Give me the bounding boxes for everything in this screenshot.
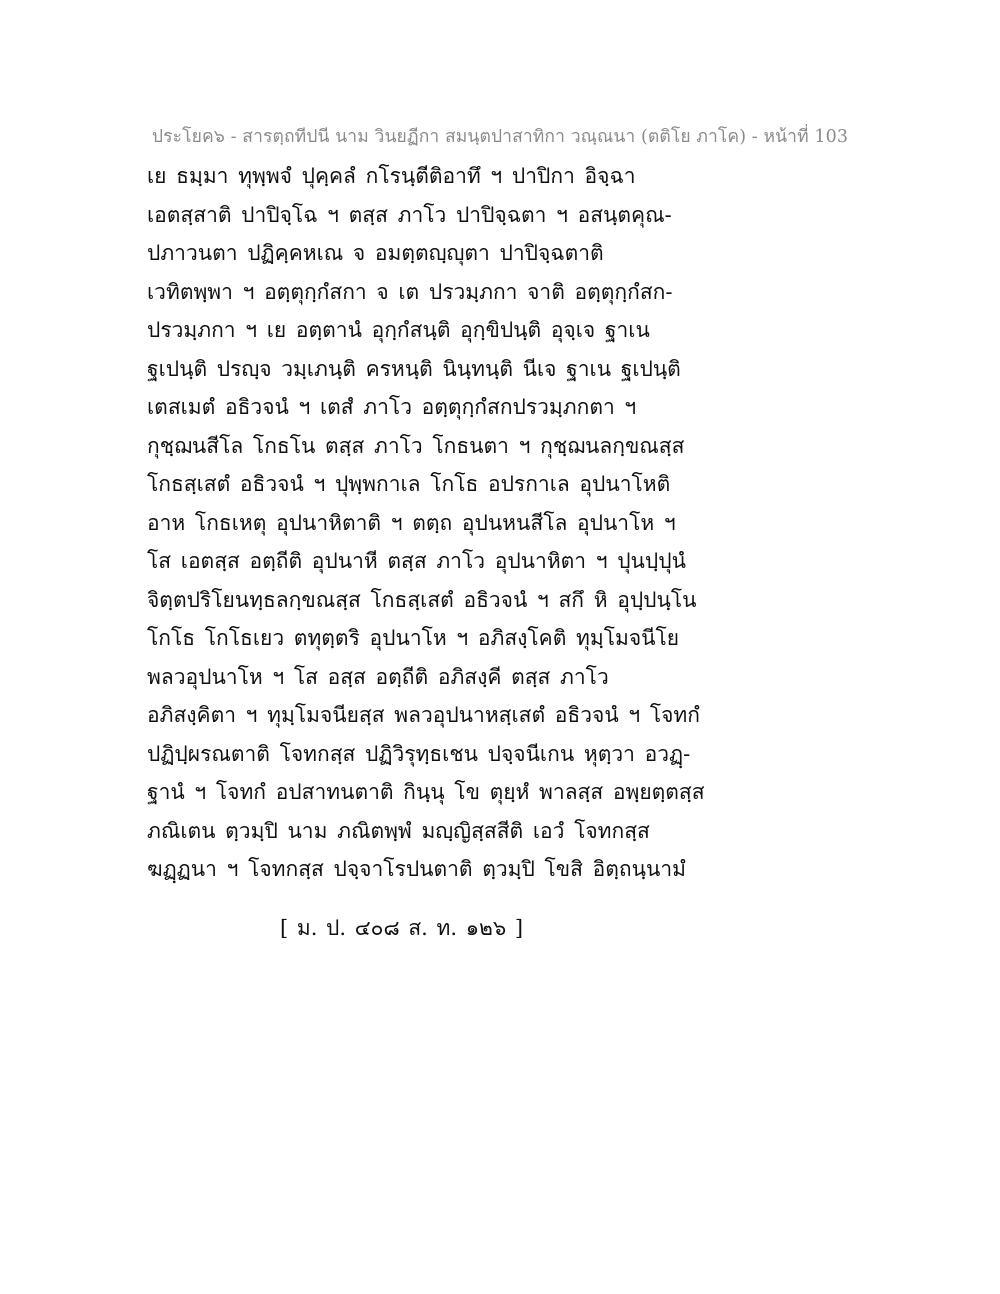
citation-reference: [ ม. ป. ๔๐๘ ส. ท. ๑๒๖ ] (280, 916, 524, 940)
text-line: ปรวมฺภกา ฯ เย อตฺตานํ อุกฺกํสนฺติ อุกฺขิปนฺติ อุจฺเจ ฐาเน (147, 318, 650, 342)
text-line: อาห โกธเหตุ อุปนาหิตาติ ฯ ตตฺถ อุปนหนสีโล อุปนาโห ฯ (147, 510, 676, 535)
text-line: ปภาวนตา ปฏิคฺคหเณ จ อมตฺตญฺญุตา ปาปิจฺฉตาติ (147, 241, 604, 265)
text-line: พลวอุปนาโห ฯ โส อสฺส อตฺถีติ อภิสงฺคี ตสฺส ภาโว (147, 664, 609, 689)
text-line: ภณิเตน ตฺวมฺปิ นาม ภณิตพฺพํ มญฺญิสฺสสีติ เอวํ โจทกสฺส (147, 818, 650, 843)
text-line: ฆฏฺฏนา ฯ โจทกสฺส ปจฺจาโรปนตาติ ตฺวมฺปิ โขสิ อิตฺถนฺนามํ (147, 857, 686, 881)
text-line: กุชฺฌนสีโล โกธโน ตสฺส ภาโว โกธนตา ฯ กุชฺฌนลกฺขณสฺส (147, 433, 685, 458)
text-line: เอตสฺสาติ ปาปิจฺโฉ ฯ ตสฺส ภาโว ปาปิจฺฉตา ฯ อสนฺตคุณ- (147, 202, 672, 227)
text-line: โกโธ โกโธเยว ตทุตฺตริ อุปนาโห ฯ อภิสงฺโคติ ทุมฺโมจนีโย (147, 626, 680, 650)
text-line: เวทิตพฺพา ฯ อตฺตุกฺกํสกา จ เต ปรวมฺภกา จาติ อตฺตุกฺกํสก- (147, 279, 673, 304)
body-text (147, 157, 707, 889)
text-line: จิตฺตปริโยนทฺธลกฺขณสฺส โกธสฺเสตํ อธิวจนํ ฯ สกึ หิ อุปฺปนฺโน (147, 587, 697, 612)
text-line: โส เอตสฺส อตฺถีติ อุปนาหี ตสฺส ภาโว อุปนาหิตา ฯ ปุนปฺปุนํ (147, 549, 686, 573)
text-line: ฐานํ ฯ โจทกํ อปสาทนตาติ กินฺนุ โข ตุยฺหํ พาลสฺส อพฺยตฺตสฺส (147, 780, 705, 804)
text-line: ปฏิปฺผรณตาติ โจทกสฺส ปฏิวิรุทฺธเชน ปจฺจนีเกน หุตฺวา อวฏฺ- (147, 741, 691, 766)
text-line: เตสเมตํ อธิวจนํ ฯ เตสํ ภาโว อตฺตุกฺกํสกปรวมฺภกตา ฯ (147, 395, 637, 419)
text-line: เย ธมฺมา ทุพฺพจํ ปุคฺคลํ กโรนฺตีติอาทึ ฯ ปาปิกา อิจฺฉา (147, 164, 636, 188)
text-line: โกธสฺเสตํ อธิวจนํ ฯ ปุพฺพกาเล โกโธ อปรกาเล อุปนาโหติ (147, 472, 671, 496)
running-header: ประโยค๖ - สารตฺถทีปนี นาม วินยฏีกา สมนฺตปาสาทิกา วณฺณนา (ตติโย ภาโค) - หน้าที่ 103 (151, 127, 849, 147)
text-line: อภิสงฺคิตา ฯ ทุมฺโมจนียสฺส พลวอุปนาหสฺเสตํ อธิวจนํ ฯ โจทกํ (147, 703, 700, 727)
text-line: ฐเปนฺติ ปรญฺจ วมฺเภนฺติ ครหนฺติ นินฺทนฺติ นีเจ ฐาเน ฐเปนฺติ (147, 356, 681, 381)
